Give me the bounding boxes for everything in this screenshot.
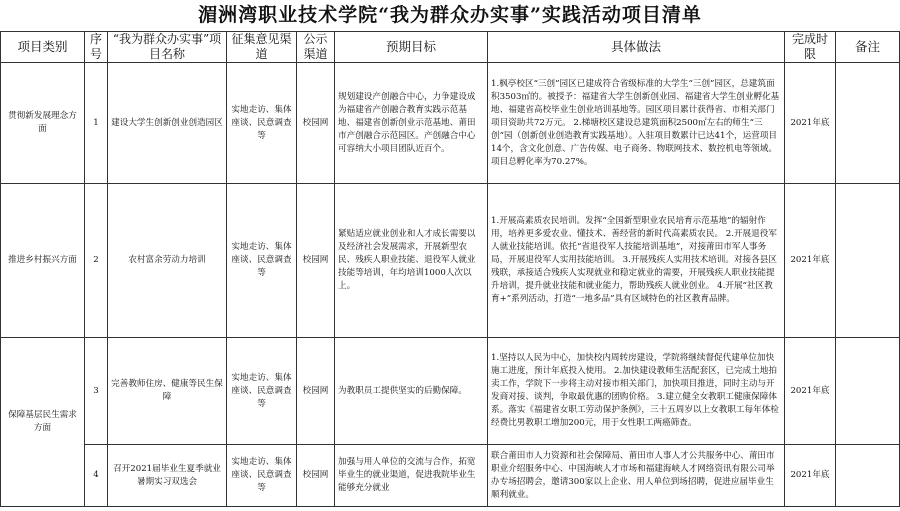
header-category: 项目类别 xyxy=(1,32,85,63)
header-collect: 征集意见渠道 xyxy=(227,32,297,63)
project-cell: 农村富余劳动力培训 xyxy=(108,184,227,338)
goal-cell: 为教职员工提供坚实的后勤保障。 xyxy=(335,338,488,445)
header-method: 具体做法 xyxy=(488,32,785,63)
project-cell: 完善教师住房、健康等民生保障 xyxy=(108,338,227,445)
header-publish: 公示渠道 xyxy=(297,32,335,63)
seq-cell: 1 xyxy=(85,63,108,184)
deadline-cell: 2021年底 xyxy=(785,63,836,184)
goal-cell: 紧贴适应就业创业和人才成长需要以及经济社会发展需求，开展新型农民、残疾人职业技能、退役军人就业技能等培训，年均培训1000人次以上。 xyxy=(335,184,488,338)
publish-cell: 校园网 xyxy=(297,338,335,445)
goal-cell: 加强与用人单位的交流与合作，拓宽毕业生的就业渠道，促进我院毕业生能够充分就业 xyxy=(335,445,488,507)
table-row xyxy=(1,445,900,507)
publish-cell: 校园网 xyxy=(297,445,335,507)
project-cell: 建设大学生创新创业创造园区 xyxy=(108,63,227,184)
table-header-row xyxy=(1,32,900,63)
publish-cell: 校园网 xyxy=(297,63,335,184)
header-remark: 备注 xyxy=(836,32,900,63)
header-seq: 序号 xyxy=(85,32,108,63)
category-cell: 推进乡村振兴方面 xyxy=(1,184,85,338)
project-cell: 召开2021届毕业生夏季就业暑期实习双选会 xyxy=(108,445,227,507)
method-cell: 1.开展高素质农民培训。发挥“全国新型职业农民培育示范基地”的辐射作用，培养更多爱农业、懂技术、善经营的新时代高素质农民。 2.开展退役军人就业技能培训。依托“省退役军人技能培训基地”，对接莆田市军人事务局，开展退役军人实用技能培训。 3.开展残疾人实用技术培训。对接各县区残联，承接适合残疾人实现就业和稳定就业的需要，开展残疾人职业技能提升培训，提升就业技能和就业能力，帮助残疾人就业创业。 4.开展“社区教育+”系列活动，打造“一地多品”具有区域特色的社区教育品牌。 xyxy=(488,184,785,338)
method-cell: 联合莆田市人力资源和社会保障局、莆田市人事人才公共服务中心、莆田市职业介绍服务中心、中国海峡人才市场和福建海峡人才网络资讯有限公司举办专场招聘会，邀请300家以上企业、用人单位到场招聘，促进应届毕业生顺利就业。 xyxy=(488,445,785,507)
remark-cell xyxy=(836,445,900,507)
category-cell: 贯彻新发展理念方面 xyxy=(1,63,85,184)
table-row xyxy=(1,63,900,184)
header-goal: 预期目标 xyxy=(335,32,488,63)
deadline-cell: 2021年底 xyxy=(785,184,836,338)
table-row xyxy=(1,338,900,445)
deadline-cell: 2021年底 xyxy=(785,445,836,507)
method-cell: 1.坚持以人民为中心，加快校内周转房建设，学院将继续督促代建单位加快施工进度，预计年底投入使用。 2.加快建设教师生活配套区，已完成土地拍卖工作，学院下一步将主动对接市相关部门，加快项目推进，同时主动与开发商对接、谈判，争取最优惠的团购价格。 3.建立健全女教职工健康保障体系。落实《福建省女职工劳动保护条例》，三十五周岁以上女教职工每年体检经费比男教职工增加200元，用于女性职工两癌筛查。 xyxy=(488,338,785,445)
deadline-cell: 2021年底 xyxy=(785,338,836,445)
seq-cell: 2 xyxy=(85,184,108,338)
category-cell: 保障基层民生需求方面 xyxy=(1,338,85,507)
seq-cell: 3 xyxy=(85,338,108,445)
document-title: 湄洲湾职业技术学院“我为群众办实事”实践活动项目清单 xyxy=(198,4,702,26)
collect-cell: 实地走访、集体座谈、民意调查等 xyxy=(227,184,297,338)
remark-cell xyxy=(836,63,900,184)
goal-cell: 规划建设产创融合中心，力争建设成为福建省产创融合教育实践示范基地、福建省创新创业示范基地、莆田市产创融合示范园区。产创融合中心可容纳大小项目团队近百个。 xyxy=(335,63,488,184)
collect-cell: 实地走访、集体座谈、民意调查等 xyxy=(227,338,297,445)
method-cell: 1.枫亭校区“三创”园区已建成符合省级标准的大学生“三创”园区，总建筑面积3503㎡的。被授予：福建省大学生创新创业园、福建省大学生创业孵化基地、福建省高校毕业生创业培训基地等。园区项目累计获得省、市相关部门项目资助共72万元。 2.梯塘校区建设总建筑面积2500㎡左右的师生“三创”园（创新创业创造教育实践基地）。入驻项目数累计已达41个，运营项目14个，含文化创意、广告传媒、电子商务、物联网技术、数控机电等领域。项目总孵化率为70.27%。 xyxy=(488,63,785,184)
project-table xyxy=(0,31,900,507)
table-row xyxy=(1,184,900,338)
publish-cell: 校园网 xyxy=(297,184,335,338)
collect-cell: 实地走访、集体座谈、民意调查等 xyxy=(227,445,297,507)
remark-cell xyxy=(836,338,900,445)
collect-cell: 实地走访、集体座谈、民意调查等 xyxy=(227,63,297,184)
header-project: “我为群众办实事”项目名称 xyxy=(108,32,227,63)
seq-cell: 4 xyxy=(85,445,108,507)
header-deadline: 完成时限 xyxy=(785,32,836,63)
remark-cell xyxy=(836,184,900,338)
